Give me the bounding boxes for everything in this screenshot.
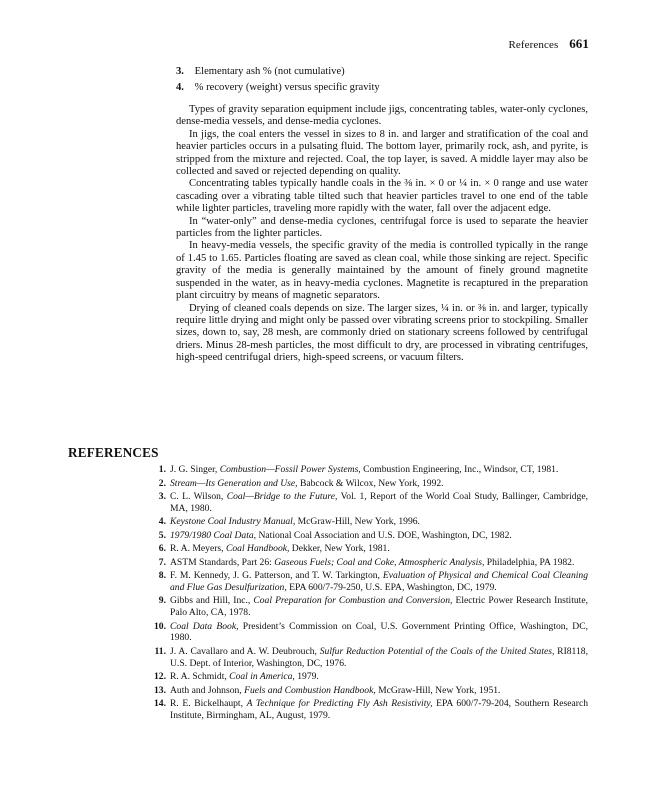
reference-number: 13. [154,684,166,696]
reference-number: 11. [154,645,166,657]
reference-item [146,595,588,618]
reference-details: EPA 600/7-79-204, Southern Research Institute, Birmingham, AL, August, 1979. [170,698,589,721]
reference-number: 6. [158,543,166,555]
list-item-number: 4. [176,82,184,93]
reference-title: Gaseous Fuels; Coal and Coke, Atmospheric Analysis, [274,556,485,568]
paragraph: Concentrating tables typically handle coals in the ⅜ in. × 0 or ¼ in. × 0 range and use water cascading over a vibrating table tilted such that heavier particles travel to one end of the table while lighter particles, traveling more rapidly with the water, fall over the adjacent edge. [176,178,588,215]
list-item-text: % recovery (weight) versus specific gravity [194,82,380,93]
reference-details: President’s Commission on Coal, U.S. Government Printing Office, Washington, DC, 1980. [170,620,588,644]
reference-number: 3. [158,491,166,502]
reference-title: A Technique for Predicting Fly Ash Resistivity, [246,698,433,710]
reference-authors: Auth and Johnson, [170,684,245,696]
reference-authors: J. A. Cavallaro and A. W. Deubrouch, [170,645,320,657]
reference-details: Babcock & Wilcox, New York, 1992. [297,477,444,489]
reference-title: Combustion—Fossil Power Systems, [219,464,361,475]
reference-authors: ASTM Standards, Part 26: [170,556,275,568]
running-head [508,36,589,52]
reference-item [146,464,588,476]
reference-details: Electric Power Research Institute, Palo Alto, CA, 1978. [170,595,588,619]
reference-title: Fuels and Combustion Handbook, [244,684,376,696]
reference-item [146,557,588,569]
reference-title: 1979/1980 Coal Data, [170,529,257,541]
reference-text [170,698,588,721]
reference-details: McGraw-Hill, New York, 1951. [375,684,501,696]
reference-authors: J. G. Singer, [170,464,220,475]
reference-title: Coal Preparation for Combustion and Conversion, [253,595,453,607]
reference-text [170,685,588,697]
reference-text [170,595,588,618]
reference-details: 1979. [294,671,319,683]
reference-number: 1. [158,464,166,475]
reference-title: Sulfur Reduction Potential of the Coals of the United States, [319,645,555,657]
reference-title: Keystone Coal Industry Manual, [170,516,296,528]
paragraph: In heavy-media vessels, the specific gravity of the media is controlled typically in the range of 1.45 to 1.65. Particles floating are saved as clean coal, while those sinking are reject. Specific gravity of the media is generally maintained by the amount of finely ground magnetite suspended in the water, as in heavy-media cyclones. Magnetite is recaptured in the preparation plant circuitry by means of magnetic separators. [176,240,588,302]
numbered-list [176,64,596,96]
reference-item [146,530,588,542]
reference-number: 2. [158,477,166,489]
reference-text [170,516,588,528]
reference-details: McGraw-Hill, New York, 1996. [295,516,420,528]
reference-title: Stream—Its Generation and Use, [170,477,298,489]
reference-number: 7. [158,556,166,568]
reference-number: 12. [154,671,166,683]
reference-item [146,516,588,528]
reference-title: Coal in America, [229,671,295,683]
reference-number: 9. [158,595,166,607]
reference-item [146,478,588,490]
reference-item [146,671,588,683]
reference-number: 8. [158,570,166,582]
reference-item [146,570,588,593]
reference-details: Combustion Engineering, Inc., Windsor, CT, 1981. [360,464,559,475]
reference-text [170,570,588,593]
reference-number: 14. [154,698,166,710]
reference-number: 10. [154,620,166,632]
reference-details: RI8118, U.S. Dept. of Interior, Washington, DC, 1976. [170,645,588,669]
reference-authors: Gibbs and Hill, Inc., [170,595,254,607]
reference-text [170,464,588,476]
reference-details: Dekker, New York, 1981. [289,543,390,555]
references-heading: REFERENCES [68,445,159,460]
reference-number: 5. [158,529,166,541]
reference-text [170,646,588,669]
paragraph: Drying of cleaned coals depends on size. The larger sizes, ¼ in. or ⅜ in. and larger, typically require little drying and might only be passed over vibrating screens prior to stockpiling. Smaller sizes, down to, say, 28 mesh, are commonly dried on stationary screens followed by centrifugal driers. Minus 28-mesh particles, the most difficult to dry, are processed in vibrating centrifuges, high-speed centrifugal driers, high-speed screens, or vacuum filters. [176,302,588,364]
list-item [176,80,596,96]
running-head-section: References [508,39,559,51]
reference-title: Coal Handbook, [225,543,290,555]
reference-authors: F. M. Kennedy, J. G. Patterson, and T. W. Tarkington, [170,570,383,582]
reference-text [170,530,588,542]
page-number: 661 [569,36,589,51]
reference-details: National Coal Association and U.S. DOE, Washington, DC, 1982. [256,529,512,541]
reference-title: Coal—Bridge to the Future, [226,491,338,502]
reference-text [170,478,588,490]
reference-authors: C. L. Wilson, [170,491,227,502]
reference-text [170,671,588,683]
reference-authors: R. E. Bickelhaupt, [170,698,247,710]
reference-authors: R. A. Meyers, [170,543,226,555]
reference-item [146,491,588,514]
reference-item [146,543,588,555]
paragraph: In jigs, the coal enters the vessel in sizes to 8 in. and larger and stratification of the coal and heavier particles occurs in a pulsating fluid. The bottom layer, primarily rock, ash, and pyrite, is stripped from the mixture and rejected. Coal, the top layer, is saved. A middle layer may also be collected and saved or rejected depending on quality. [176,128,588,178]
references-list [146,464,588,723]
reference-title: Coal Data Book, [170,620,239,632]
paragraph: In “water-only” and dense-media cyclones, centrifugal force is used to separate the heavier particles from the lighter particles. [176,215,588,240]
reference-text [170,557,588,569]
list-item-text: Elementary ash % (not cumulative) [194,66,345,77]
reference-title: Evaluation of Physical and Chemical Coal Cleaning and Flue Gas Desulfurization, [170,570,589,593]
list-item [176,64,596,80]
reference-item [146,685,588,697]
reference-item [146,646,588,669]
reference-text [170,543,588,555]
reference-item [146,621,588,644]
reference-details: Vol. 1, Report of the World Coal Study, Ballinger, Cambridge, MA, 1980. [170,491,588,514]
paragraph: Types of gravity separation equipment include jigs, concentrating tables, water-only cyclones, dense-media vessels, and dense-media cyclones. [176,104,588,128]
reference-text [170,621,588,644]
reference-details: Philadelphia, PA 1982. [484,556,575,568]
body-text [176,104,588,365]
reference-details: EPA 600/7-79-250, U.S. EPA, Washington, DC, 1979. [286,581,497,593]
reference-number: 4. [158,516,166,528]
reference-text [170,491,588,514]
reference-item [146,698,588,721]
reference-authors: R. A. Schmidt, [170,671,230,683]
list-item-number: 3. [176,66,184,77]
